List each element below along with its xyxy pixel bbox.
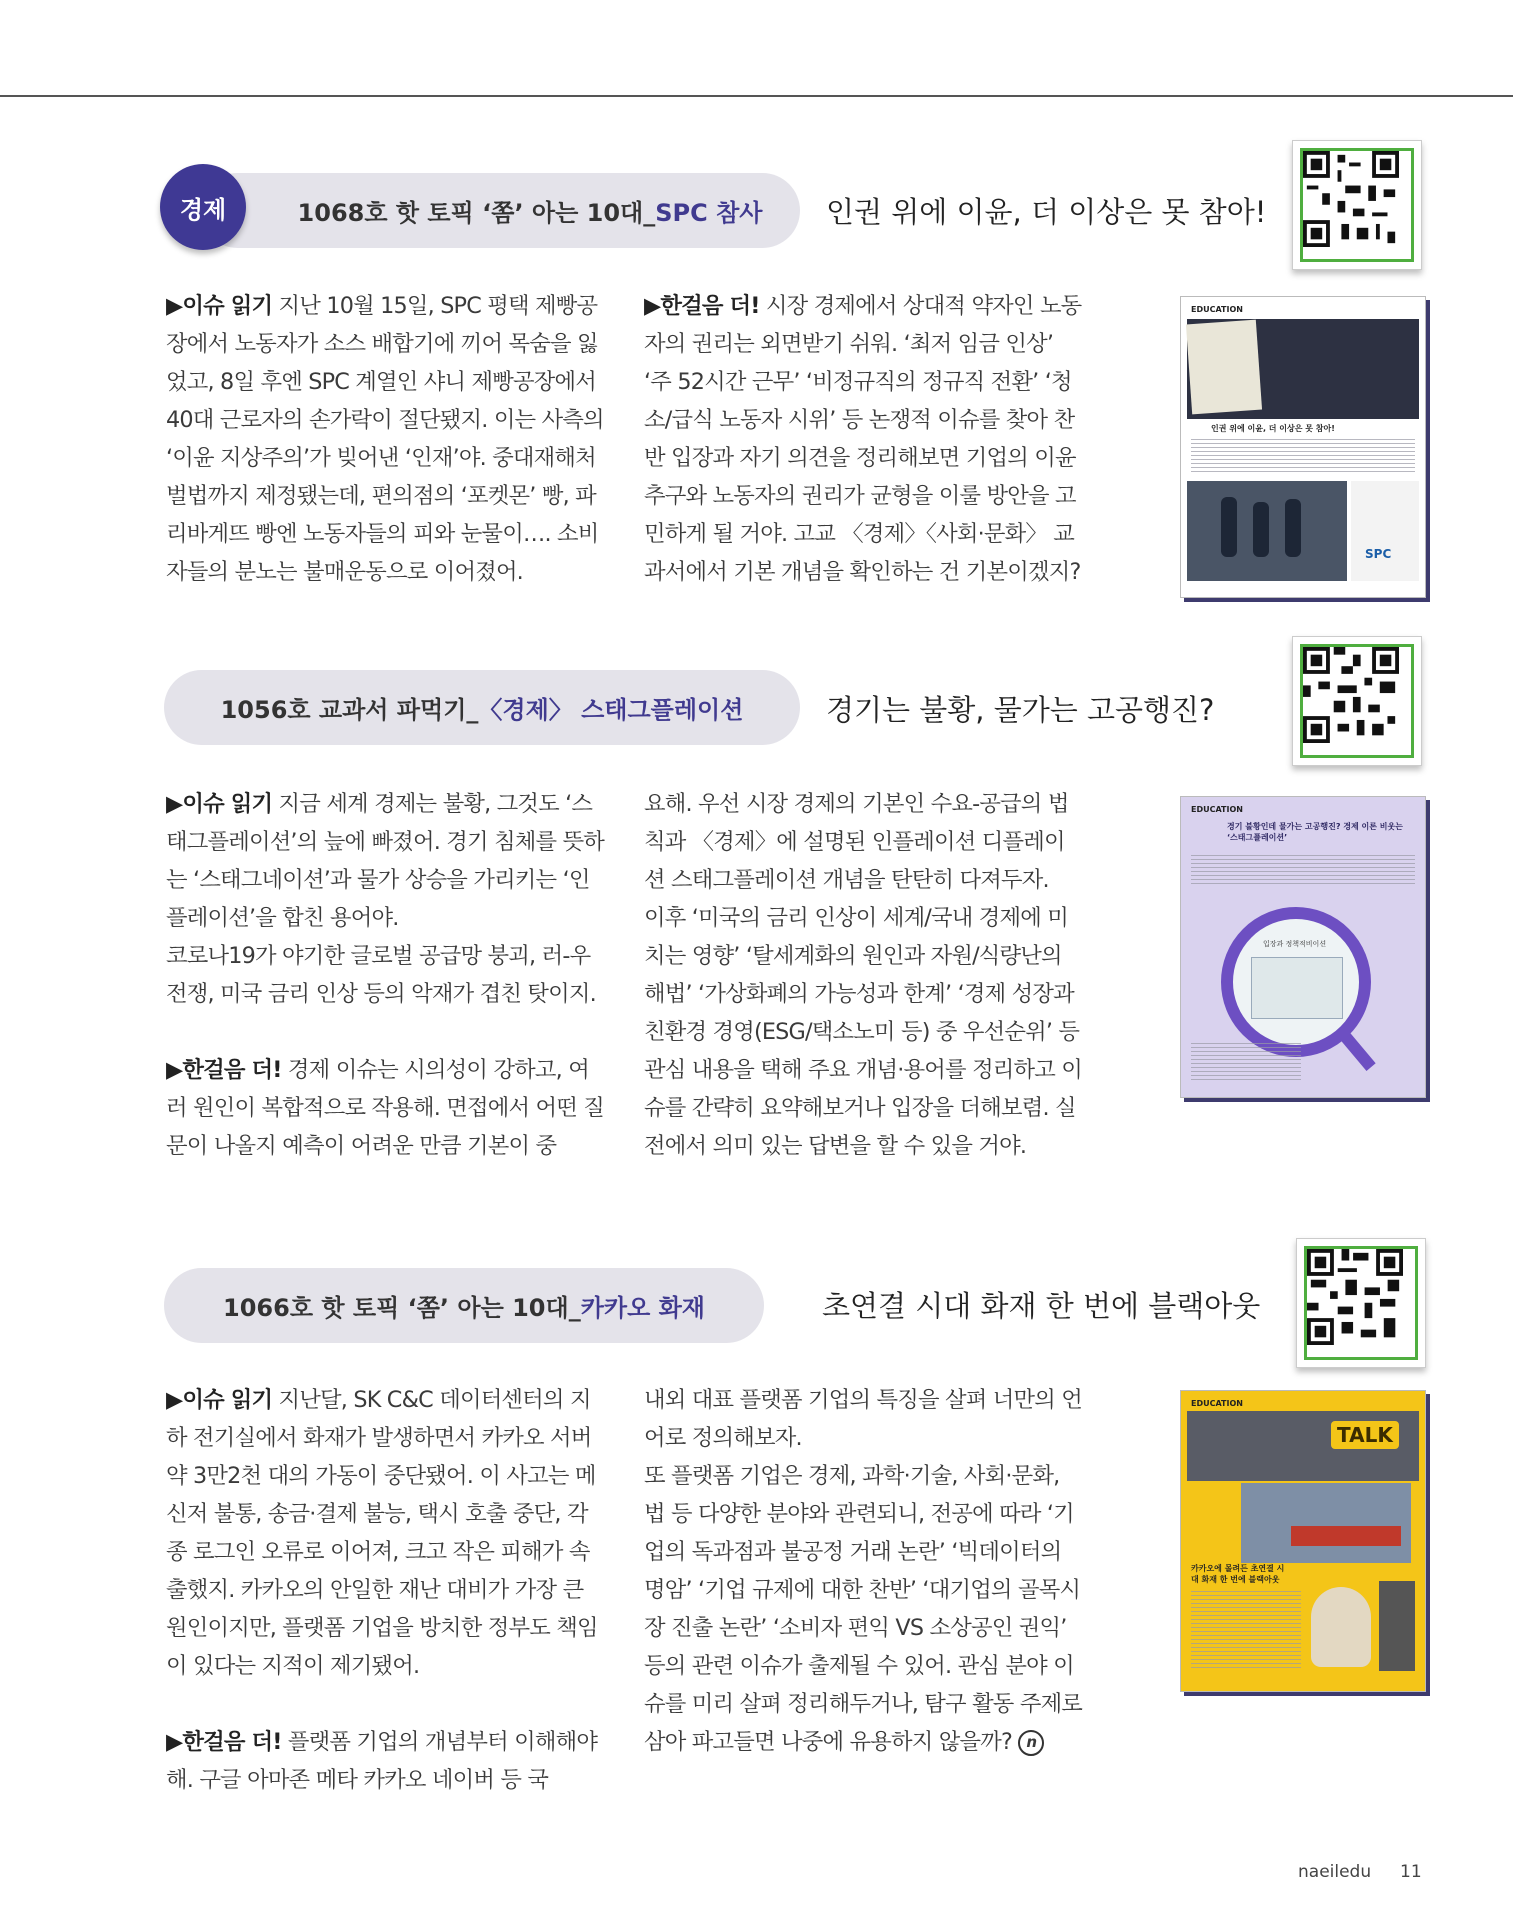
lead-issue: ▶이슈 읽기	[166, 1387, 273, 1413]
topic-tag-prefix: 1066호 핫 토픽 ‘쫌’ 아는 10대_	[223, 1294, 581, 1322]
thumbnail-title: 인권 위에 이윤, 더 이상은 못 참아!	[1211, 424, 1335, 433]
right-column	[644, 785, 1084, 1165]
body-text: 이후 ‘미국의 금리 인상이 세계/국내 경제에 미치는 영향’ ‘탈세계화의 원인과 자원/식량난의 해법’ ‘가상화폐의 가능성과 한계’ ‘경제 성장과 친환경 경영(ESG/택소노미 등) 중 우선순위’ 등 관심 내용을 택해 주요 개념·용어를 정리하고 이슈를 간략히 요약해보거나 입장을 더해보렴. 실전에서 의미 있는 답변을 할 수 있을 거야.	[644, 905, 1083, 1159]
left-column	[166, 785, 606, 1165]
topic-tag	[200, 173, 800, 248]
qr-code[interactable]	[1292, 636, 1422, 766]
thumbnail-title: 카카오에 몰려든 초연결 시대 화재 한 번에 블랙아웃	[1191, 1564, 1285, 1584]
end-mark-icon: n	[1018, 1730, 1044, 1756]
body-text: 경제 이슈는 시의성이 강하고, 여러 원인이 복합적으로 작용해. 면접에서 어떤 질문이 나올지 예측이 어려운 만큼 기본이 중	[166, 1057, 605, 1159]
thumbnail-label: EDUCATION	[1191, 305, 1243, 314]
body-text: 요해. 우선 시장 경제의 기본인 수요-공급의 법칙과 〈경제〉에 설명된 인플레이션 디플레이션 스태그플레이션 개념을 탄탄히 다져두자.	[644, 791, 1069, 893]
lead-more: ▶한걸음 더!	[166, 1729, 282, 1755]
thumbnail-title: 경기 불황인데 물가는 고공행진? 경제 이론 비웃는 ‘스태그플레이션’	[1227, 822, 1403, 842]
topic-tag-highlight: 카카오 화재	[580, 1294, 705, 1322]
left-column	[166, 1381, 606, 1799]
article-thumbnail[interactable]	[1180, 1390, 1426, 1692]
thumbnail-label: EDUCATION	[1191, 805, 1243, 814]
headline: 인권 위에 이윤, 더 이상은 못 참아!	[826, 195, 1267, 229]
topic-tag	[164, 1268, 764, 1343]
thumbnail-inner-text: 입장과 정책적비이션	[1263, 940, 1327, 948]
qr-code-icon	[1303, 647, 1399, 743]
headline: 경기는 불황, 물가는 고공행진?	[826, 693, 1215, 727]
thumbnail-sign: TALK	[1331, 1421, 1399, 1449]
topic-tag-prefix: 1068호 핫 토픽 ‘쫌’ 아는 10대_	[297, 199, 656, 227]
lead-issue: ▶이슈 읽기	[166, 791, 273, 817]
topic-tag-prefix: 1056호 교과서 파먹기_	[220, 696, 479, 724]
body-text: 코로나19가 야기한 글로벌 공급망 붕괴, 러-우 전쟁, 미국 금리 인상 등의 악재가 겹친 탓이지.	[166, 943, 596, 1007]
qr-code[interactable]	[1296, 1238, 1426, 1368]
body-text: 시장 경제에서 상대적 약자인 노동자의 권리는 외면받기 쉬워. ‘최저 임금 인상’ ‘주 52시간 근무’ ‘비정규직의 정규직 전환’ ‘청소/급식 노동자 시위’ 등 논쟁적 이슈를 찾아 찬반 입장과 자기 의견을 정리해보면 기업의 이윤 추구와 노동자의 권리가 균형을 이룰 방안을 고민하게 될 거야. 고교 〈경제〉〈사회·문화〉 교과서에서 기본 개념을 확인하는 건 기본이겠지?	[644, 293, 1082, 585]
footer-brand: naeiledu	[1298, 1862, 1372, 1882]
right-column	[644, 1381, 1084, 1761]
body-text: 지난달, SK C&C 데이터센터의 지하 전기실에서 화재가 발생하면서 카카오 서버 약 3만2천 대의 가동이 중단됐어. 이 사고는 메신저 불통, 송금·결제 불능, 택시 호출 중단, 각종 로그인 오류로 이어져, 크고 작은 피해가 속출했지. 카카오의 안일한 재난 대비가 가장 큰 원인이지만, 플랫폼 기업을 방치한 정부도 책임이 있다는 지적이 제기됐어.	[166, 1387, 598, 1679]
category-badge: 경제	[160, 164, 246, 250]
thumbnail-label: EDUCATION	[1191, 1399, 1243, 1408]
topic-tag-highlight: 〈경제〉 스태그플레이션	[478, 696, 744, 724]
article-thumbnail[interactable]	[1180, 796, 1426, 1098]
lead-more: ▶한걸음 더!	[644, 293, 760, 319]
body-text: 지난 10월 15일, SPC 평택 제빵공장에서 노동자가 소스 배합기에 끼어 목숨을 잃었고, 8일 후엔 SPC 계열인 샤니 제빵공장에서 40대 근로자의 손가락이 절단됐지. 이는 사측의 ‘이윤 지상주의’가 빚어낸 ‘인재’야. 중대재해처벌법까지 제정됐는데, 편의점의 ‘포켓몬’ 빵, 파리바게뜨 빵엔 노동자들의 피와 눈물이…. 소비자들의 분노는 불매운동으로 이어졌어.	[166, 293, 604, 585]
qr-code-icon	[1303, 151, 1399, 247]
topic-tag	[164, 670, 800, 745]
article-thumbnail[interactable]	[1180, 296, 1426, 598]
qr-code-icon	[1307, 1249, 1403, 1345]
topic-tag-highlight: SPC 참사	[655, 199, 763, 227]
lead-issue: ▶이슈 읽기	[166, 293, 273, 319]
top-rule	[0, 95, 1513, 97]
body-text: 플랫폼 기업의 개념부터 이해해야 해. 구글 아마존 메타 카카오 네이버 등 국	[166, 1729, 598, 1793]
left-column	[166, 287, 606, 591]
thumbnail-logo: SPC	[1365, 547, 1392, 561]
page-number: 11	[1400, 1862, 1422, 1882]
headline: 초연결 시대 화재 한 번에 블랙아웃	[822, 1289, 1261, 1323]
body-text: 내외 대표 플랫폼 기업의 특징을 살펴 너만의 언어로 정의해보자.	[644, 1387, 1083, 1451]
qr-code[interactable]	[1292, 140, 1422, 270]
body-text: 또 플랫폼 기업은 경제, 과학·기술, 사회·문화, 법 등 다양한 분야와 관련되니, 전공에 따라 ‘기업의 독과점과 불공정 거래 논란’ ‘빅데이터의 명암’ ‘기업 규제에 대한 찬반’ ‘대기업의 골목시장 진출 논란’ ‘소비자 편익 VS 소상공인 권익’ 등의 관련 이슈가 출제될 수 있어. 관심 분야 이슈를 미리 살펴 정리해두거나, 탐구 활동 주제로 삼아 파고들면 나중에 유용하지 않을까?	[644, 1463, 1083, 1755]
lead-more: ▶한걸음 더!	[166, 1057, 282, 1083]
right-column	[644, 287, 1084, 591]
body-text: 지금 세계 경제는 불황, 그것도 ‘스태그플레이션’의 늪에 빠졌어. 경기 침체를 뜻하는 ‘스태그네이션’과 물가 상승을 가리키는 ‘인플레이션’을 합친 용어야.	[166, 791, 605, 931]
